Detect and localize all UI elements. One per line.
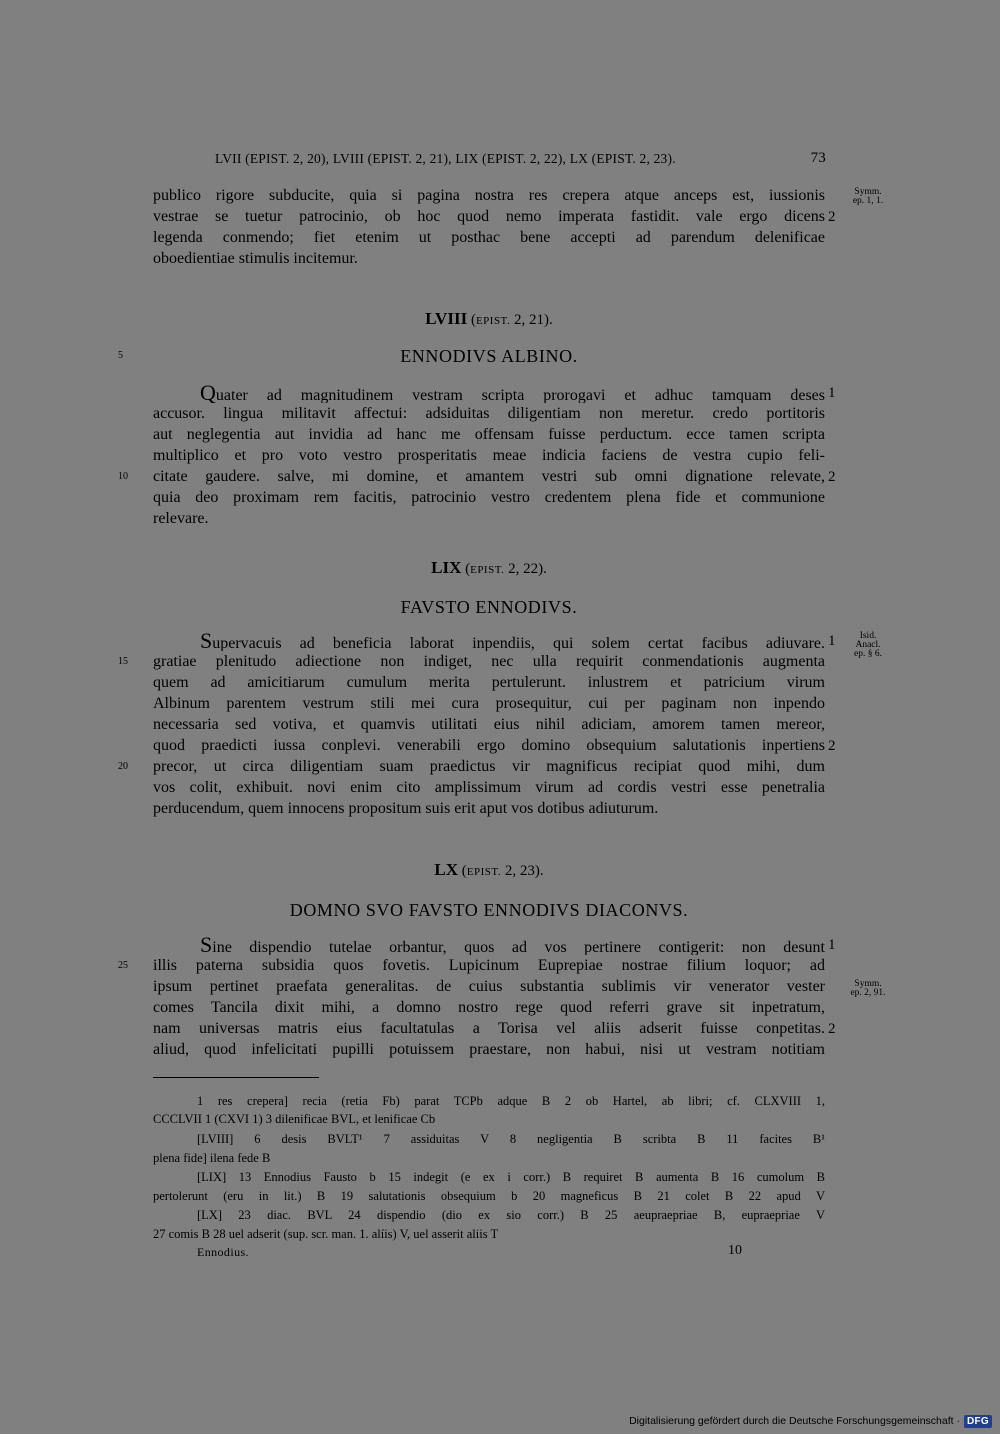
text-line: Supervacuis ad beneficia laborat inpendiis, qui solem certat facibus adiuvare. [200,631,825,651]
paragraph-number: 1 [828,385,836,401]
running-header [215,151,826,171]
page-number: 73 [810,150,826,166]
text-line: publico rigore subducite, quia si pagina nostra res crepera atque anceps est, iussionis [153,187,825,204]
author-footer: Ennodius. [197,1245,249,1259]
footnote-line: plena fide] ilena fede B [153,1151,271,1165]
section-heading [153,309,825,329]
drop-cap: Q [200,383,216,403]
text-line: quia deo proximam rem facitis, patrocinio vestro credentem plena fide et communione [153,489,825,506]
signature-mark: 10 [728,1243,742,1258]
letter-address: FAVSTO ENNODIVS. [400,597,578,617]
margin-reference: Symm. ep. 2, 91. [850,979,886,998]
drop-cap: S [200,935,213,955]
line-number: 20 [118,761,128,772]
letter-address: ENNODIVS ALBINO. [400,346,578,366]
running-title: LVII (EPIST. 2, 20), LVIII (EPIST. 2, 21), LIX (EPIST. 2, 22), LX (EPIST. 2, 23). [215,151,676,166]
text-line: quod praedicti iussa conplevi. venerabili ergo domino obsequium salutationis inpertiens [153,737,825,754]
text-line: citate gaudere. salve, mi domine, et amantem vestri sub omni dignatione relevate, [153,468,825,485]
section-ref: (EPIST. 2, 22). [461,561,547,577]
paragraph-number: 2 [828,209,836,225]
text-line: legenda conmendo; fiet etenim ut posthac bene accepti ad parendum delenificae [153,229,825,246]
section-heading [153,860,825,880]
text-line: illis paterna subsidia quos fovetis. Lupicinum Euprepiae nostrae filium loquor; ad [153,957,825,974]
section-ref: (EPIST. 2, 21). [467,312,553,328]
line-number: 25 [118,960,128,971]
text-line: precor, ut circa diligentiam suam praedictus vir magnificus recipiat quod mihi, dum [153,758,825,775]
dfg-credit[interactable] [629,1412,992,1430]
footnote-line: pertolerunt (eru in lit.) B 19 salutationis obsequium b 20 magneficus B 21 colet B 22 apud V [153,1189,825,1203]
text-line: aliud, quod infelicitati pupilli potuissem praestare, non habui, nisi ut vestram notitiam [153,1041,825,1058]
line-number: 10 [118,471,128,482]
footnote-line: [LX] 23 diac. BVL 24 dispendio (dio ex sio corr.) B 25 aeupraepriae B, eupraepriae V [197,1208,825,1222]
margin-reference: Isid. Anacl. ep. § 6. [854,631,882,659]
paragraph-number: 1 [828,633,836,649]
paragraph-number: 1 [828,937,836,953]
drop-cap: S [200,631,213,651]
margin-reference: Symm. ep. 1, 1. [852,187,884,206]
footnote-line: [LIX] 13 Ennodius Fausto b 15 indegit (e ex i corr.) B requiret B aumenta B 16 cumolum B [197,1170,825,1184]
text-line: Albinum parentem vestrum stili mei cura prosequitur, cui per paginam non inpendo [153,695,825,712]
section-number: LX [434,860,459,879]
text-line: perducendum, quem innocens propositum suis erit aput vos dotibus adiuturum. [153,800,659,817]
footnote-line: [LVIII] 6 desis BVLT¹ 7 assiduitas V 8 negligentia B scribta B 11 facites B¹ [197,1132,825,1146]
letter-address: DOMNO SVO FAVSTO ENNODIVS DIACONVS. [289,900,689,920]
text-line: nam universas matris eius facultatulas a Torisa vel aliis adserit fuisse conpetitas. [153,1020,825,1037]
text-line: necessaria sed votiva, et quamvis utilitati eius nihil adiciam, amorem tamen mereor, [153,716,825,733]
text-line: accusor. lingua militavit affectui: adsiduitas diligentiam non meretur. credo portitoris [153,405,825,422]
text-line: Quater ad magnitudinem vestram scripta prorogavi et adhuc tamquam deses [200,383,825,403]
dfg-credit-text: Digitalisierung gefördert durch die Deutsche Forschungsgemeinschaft · [629,1415,960,1427]
footnote-line: 1 res crepera] recia (retia Fb) parat TCPb adque B 2 ob Hartel, ab libri; cf. CLXVIII 1, [197,1094,825,1108]
section-number: LIX [431,558,462,577]
text-line: relevare. [153,510,209,527]
text-line: gratiae plenitudo adiectione non indiget, nec ulla requirit conmendationis augmenta [153,653,825,670]
text-line: vestrae se tuetur patrocinio, ob hoc quod nemo imperata fastidit. vale ergo dicens [153,208,825,225]
paragraph-number: 2 [828,469,836,485]
section-heading [153,558,825,578]
section-ref: (EPIST. 2, 23). [458,863,544,879]
text-line: vos colit, exhibuit. novi enim cito amplissimum virum ad cordis vestri esse penetralia [153,779,825,796]
text-line: aut neglegentia aut invidia ad hanc me offensam fuisse perductum. ecce tamen scripta [153,426,825,443]
text-line: quem ad amicitiarum cumulum merita pertulerunt. inlustrem et patricium virum [153,674,825,691]
text-line: ipsum pertinet praefata generalitas. de cuius substantia sublimis vir venerator vester [153,978,825,995]
text-line: comes Tancila dixit mihi, a domno nostro rege quod referri grave sit inpetratum, [153,999,825,1016]
footnote-line: 27 comis B 28 uel adserit (sup. scr. man. 1. alíis) V, uel asserit aliis T [153,1227,499,1241]
text-line: Sine dispendio tutelae orbantur, quos ad vos pertinere contigerit: non desunt [200,935,825,955]
footnote-rule [153,1077,319,1078]
text-line: oboedientiae stimulis incitemur. [153,250,358,267]
dfg-logo-icon: DFG [964,1415,992,1428]
paragraph-number: 2 [828,738,836,754]
paragraph-number: 2 [828,1021,836,1037]
section-number: LVIII [425,309,468,328]
text-line: multiplico et pro voto vestro prosperitatis meae indicia faciens de vestra cupio feli- [153,447,825,464]
line-number: 15 [118,656,128,667]
line-number: 5 [118,350,123,361]
footnote-line: CCCLVII 1 (CXVI 1) 3 dilenificae BVL, et lenificae Cb [153,1112,436,1126]
